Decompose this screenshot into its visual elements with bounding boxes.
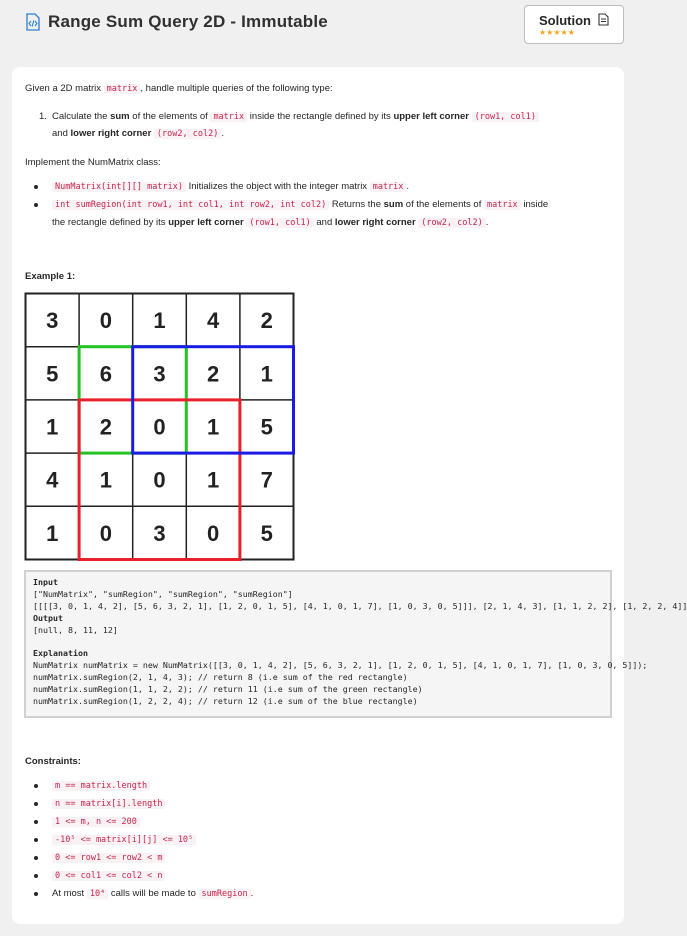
matrix-grid-image <box>24 292 295 561</box>
grid-cell-value: 7 <box>260 467 273 493</box>
grid-cell-value: 2 <box>99 414 113 440</box>
code-block-line: ["NumMatrix", "sumRegion", "sumRegion", "sumRegion"] <box>33 589 293 599</box>
grid-cell-value: 1 <box>99 467 113 493</box>
bullet <box>34 784 38 788</box>
grid-cell-value: 0 <box>153 467 166 493</box>
code-block-line: [[[[3, 0, 1, 4, 2], [5, 6, 3, 2, 1], [1, 2, 0, 1, 5], [4, 1, 0, 1, 7], [1, 0, 3, 0, 5]]], [2, 1, 4, 3], [1, 1, 2, 2], [1, 2, 2, 4]] <box>33 601 687 611</box>
list-item-number: 1. <box>39 111 47 122</box>
bullet <box>34 203 38 207</box>
grid-cell-value: 1 <box>206 414 220 440</box>
list-item-text-line2: and lower right corner (row2, col2) . <box>52 128 224 139</box>
page-title: Range Sum Query 2D - Immutable <box>48 12 328 31</box>
grid-cell-value: 1 <box>206 467 220 493</box>
bullet <box>34 802 38 806</box>
code-block-heading: Input <box>33 577 58 587</box>
grid-cell-value: 5 <box>260 414 273 440</box>
code-block-line: numMatrix.sumRegion(1, 2, 2, 4); // return 12 (i.e sum of the blue rectangle) <box>33 696 418 706</box>
grid-cell-value: 4 <box>206 308 220 334</box>
grid-cell-value: 2 <box>206 361 220 387</box>
constraint-item: 0 <= row1 <= row2 < m <box>52 852 165 864</box>
code-file-icon <box>25 13 41 31</box>
list-item-text: Calculate the sum of the elements of matrix inside the rectangle defined by its upper left corner (row1, col1) <box>52 111 539 123</box>
solution-button[interactable] <box>524 5 624 44</box>
grid-cell-value: 3 <box>153 520 166 546</box>
grid-cell-value: 2 <box>260 308 273 334</box>
code-block-line: numMatrix.sumRegion(1, 1, 2, 2); // return 11 (i.e sum of the green rectangle) <box>33 684 423 694</box>
grid-cell-value: 0 <box>99 308 113 334</box>
code-block-heading: Explanation <box>33 648 88 658</box>
constraints-title: Constraints: <box>25 756 81 767</box>
bullet <box>34 838 38 842</box>
intro-text: Given a 2D matrix matrix , handle multiple queries of the following type: <box>25 83 333 94</box>
code-block-line: NumMatrix numMatrix = new NumMatrix([[3, 0, 1, 4, 2], [5, 6, 3, 2, 1], [1, 2, 0, 1, 5], [4, 1, 0, 1, 7], [1, 0, 3, 0, 5]]); <box>33 660 648 670</box>
example-title: Example 1: <box>25 271 76 282</box>
grid-cell-value: 0 <box>99 520 113 546</box>
grid-cell-value: 3 <box>46 308 59 334</box>
code-block-line: [null, 8, 11, 12] <box>33 625 118 635</box>
grid-cell-value: 1 <box>153 308 166 334</box>
document-icon <box>598 13 609 26</box>
bullet-sumregion: int sumRegion(int row1, int col1, int row2, int col2) Returns the sum of the elements of matrix inside <box>52 199 548 211</box>
grid-cell-value: 1 <box>46 414 59 440</box>
grid-cell-value: 3 <box>153 361 166 387</box>
bullet-numatrix: NumMatrix(int[][] matrix) Initializes the object with the integer matrix matrix . <box>52 181 409 193</box>
grid-cell-value: 5 <box>260 520 273 546</box>
grid-cell-value: 6 <box>99 361 113 387</box>
code-block-heading: Output <box>33 613 63 623</box>
grid-cell-value: 4 <box>46 467 59 493</box>
bullet <box>34 856 38 860</box>
constraint-item: 0 <= col1 <= col2 < n <box>52 870 165 882</box>
constraint-item: m == matrix.length <box>52 780 150 792</box>
grid-cell-value: 1 <box>260 361 273 387</box>
bullet <box>34 874 38 878</box>
bullet <box>34 820 38 824</box>
grid-cell-value: 0 <box>206 520 220 546</box>
bullet <box>34 892 38 896</box>
constraint-item: 1 <= m, n <= 200 <box>52 816 140 828</box>
constraint-item-calls: At most 10⁴ calls will be made to sumRegion . <box>52 888 254 899</box>
constraint-item: -10⁵ <= matrix[i][j] <= 10⁵ <box>52 834 196 846</box>
implement-text: Implement the NumMatrix class: <box>25 157 161 168</box>
constraint-item: n == matrix[i].length <box>52 798 165 810</box>
example-code-block <box>24 570 687 718</box>
grid-cell-value: 5 <box>46 361 59 387</box>
grid-cell-value: 1 <box>46 520 59 546</box>
bullet <box>34 185 38 189</box>
grid-cell-value: 0 <box>153 414 166 440</box>
code-block-line: numMatrix.sumRegion(2, 1, 4, 3); // return 8 (i.e sum of the red rectangle) <box>33 672 408 682</box>
bullet-sumregion-line2: the rectangle defined by its upper left corner (row1, col1) and lower right corner (row2, col2) . <box>52 217 489 228</box>
inline-code: matrix <box>104 84 141 94</box>
solution-label: Solution <box>539 13 591 28</box>
rating-stars: ★★★★★ <box>539 28 575 37</box>
